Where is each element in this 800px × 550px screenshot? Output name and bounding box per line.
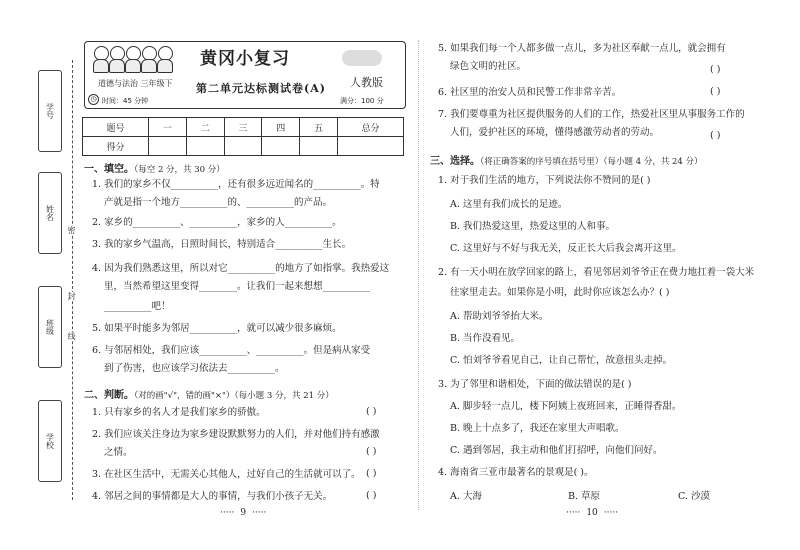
question-4-line-1: 4. 因为我们熟悉这里，所以对它__________的地方了如指掌。我热爱这 [92,263,390,274]
question-4-line-3: __________吧！ [104,301,171,312]
choice-3-option-a: A. 脚步轻一点儿，楼下阿姨上夜班回来，正睡得香甜。 [450,401,682,412]
choice-2-option-a: A. 帮助刘爷爷抬大米。 [450,311,549,322]
judgement-4: 4. 邻居之间的事情都是大人的事情，与我们小孩子无关。 [92,491,333,502]
answer-parentheses[interactable]: ( ) [710,130,721,141]
section-choice-heading [430,152,703,167]
choice-1-option-b: B. 我们热爱这里，热爱这里的人和事。 [450,221,616,232]
choice-1-question: 1. 对于我们生活的地方，下列说法你不赞同的是( ) [438,175,651,186]
score-cell[interactable] [337,137,403,156]
answer-parentheses[interactable]: ( ) [366,446,377,457]
section-fill-blank-heading [84,160,225,175]
question-1-line-1: 1. 我们的家乡不仅__________，还有很多远近闻名的__________。特 [92,179,380,190]
page-number: 9 [240,508,247,518]
score-cell[interactable] [300,137,338,156]
choice-3-option-c: C. 遇到邻居，我主动和他们打招呼，向他们问好。 [450,445,663,456]
table-cell: 总分 [337,118,403,137]
table-cell: 二 [186,118,224,137]
student-name-box: 姓名 [38,172,62,254]
answer-parentheses[interactable]: ( ) [366,490,377,501]
choice-2-line-1: 2. 有一天小明在放学回家的路上，看见邻居刘爷爷正在费力地扛着一袋大米 [438,267,755,278]
student-id-box: 学号 [38,70,62,152]
seal-line [72,60,73,500]
judgement-2-line-2: 之情。 [104,447,133,458]
seal-mark-feng: 封 [67,292,76,300]
section-note: （将正确答案的序号填在括号里）（每小题 4 分，共 24 分） [480,157,703,167]
page-number-right: ····· 10 ····· [566,508,619,518]
score-cell[interactable] [149,137,187,156]
judgement-1: 1. 只有家乡的名人才是我们家乡的骄傲。 [92,407,266,418]
choice-4-question: 4. 海南省三亚市最著名的景观是( )。 [438,467,594,478]
score-table [82,117,404,156]
table-cell: 一 [149,118,187,137]
judgement-2-line-1: 2. 我们应该关注身边为家乡建设默默努力的人们，并对他们持有感激 [92,429,380,440]
question-5: 5. 如果平时能多为邻居__________，就可以减少很多麻烦。 [92,323,342,334]
score-cell[interactable] [224,137,262,156]
cloud-decoration [342,50,382,66]
brand-title: 黄冈小复习 [200,49,290,69]
binding-strip [38,60,86,500]
choice-2-option-b: B. 当作没看见。 [450,333,521,344]
question-6-line-1: 6. 与邻居相处，我们应该__________、__________。但是病从家受 [92,345,371,356]
edition-label: 人教版 [350,76,383,89]
answer-parentheses[interactable]: ( ) [366,406,377,417]
seal-mark-mi: 密 [67,226,76,234]
question-3: 3. 我的家乡气温高，日照时间长，特别适合__________生长。 [92,239,352,250]
section-judgement-heading [84,386,334,401]
choice-2-line-2: 往家里走去。如果你是小明，此时你应该怎么办？( ) [450,287,670,298]
answer-parentheses[interactable]: ( ) [710,64,721,75]
clock-icon: ◷ [88,94,99,105]
section-title: 二、判断。 [84,390,134,401]
page-number: 10 [586,508,598,518]
question-2: 2. 家乡的__________、__________，家乡的人__________。 [92,217,342,228]
score-cell[interactable] [186,137,224,156]
page-fold [418,40,419,510]
class-box: 班级 [38,286,62,368]
table-cell: 题号 [83,118,149,137]
time-limit: 时间：45 分钟 [102,97,149,105]
question-4-line-2: 里，当然希望这里变得________。让我们一起来想想__________ [104,281,371,292]
school-box: 学校 [38,400,62,482]
children-illustration [92,46,172,72]
score-table-score-row [83,137,404,156]
subject-label: 道德与法治 三年级下 [98,79,173,88]
score-table-header-row [83,118,404,137]
judgement-5-line-1: 5. 如果我们每一个人都多做一点儿，多为社区奉献一点儿，就会拥有 [438,43,726,54]
section-note: （对的画"√"，错的画"×"）（每小题 3 分，共 21 分） [134,391,334,401]
question-6-line-2: 到了伤害，也应该学习依法去__________。 [104,363,285,374]
choice-2-option-c: C. 怕刘爷爷看见自己，让自己帮忙，故意扭头走掉。 [450,355,672,366]
section-title: 三、选择。 [430,156,480,167]
judgement-5-line-2: 绿色文明的社区。 [450,61,527,72]
judgement-7-line-2: 人们，爱护社区的环境，懂得感激劳动者的劳动。 [450,127,660,138]
choice-1-option-a: A. 这里有我们成长的足迹。 [450,199,568,210]
seal-mark-xian: 线 [67,332,76,340]
page-number-left: ····· 9 ····· [220,508,267,518]
choice-4-option-c: C. 沙漠 [678,491,710,502]
table-cell: 四 [262,118,300,137]
unit-title: 第二单元达标测试卷(A) [196,82,326,95]
choice-3-question: 3. 为了邻里和谐相处，下面的做法错误的是( ) [438,379,632,390]
section-title: 一、填空。 [84,164,134,175]
choice-1-option-c: C. 这里好与不好与我无关，反正长大后我会离开这里。 [450,243,682,254]
table-cell: 五 [300,118,338,137]
full-score: 满分：100 分 [340,97,384,105]
question-1-line-2: 产就是指一个地方__________的、__________的产品。 [104,197,333,208]
table-cell: 得分 [83,137,149,156]
judgement-3: 3. 在社区生活中，无需关心其他人，过好自己的生活就可以了。 [92,469,361,480]
section-note: （每空 2 分，共 30 分） [134,165,225,175]
choice-4-option-a: A. 大海 [450,491,482,502]
score-cell[interactable] [262,137,300,156]
judgement-7-line-1: 7. 我们要尊重为社区提供服务的人们的工作，热爱社区里从事服务工作的 [438,109,745,120]
answer-parentheses[interactable]: ( ) [710,86,721,97]
table-cell: 三 [224,118,262,137]
judgement-6: 6. 社区里的治安人员和民警工作非常辛苦。 [438,87,622,98]
answer-parentheses[interactable]: ( ) [366,468,377,479]
choice-4-option-b: B. 草原 [568,491,601,502]
choice-3-option-b: B. 晚上十点多了，我还在家里大声唱歌。 [450,423,625,434]
